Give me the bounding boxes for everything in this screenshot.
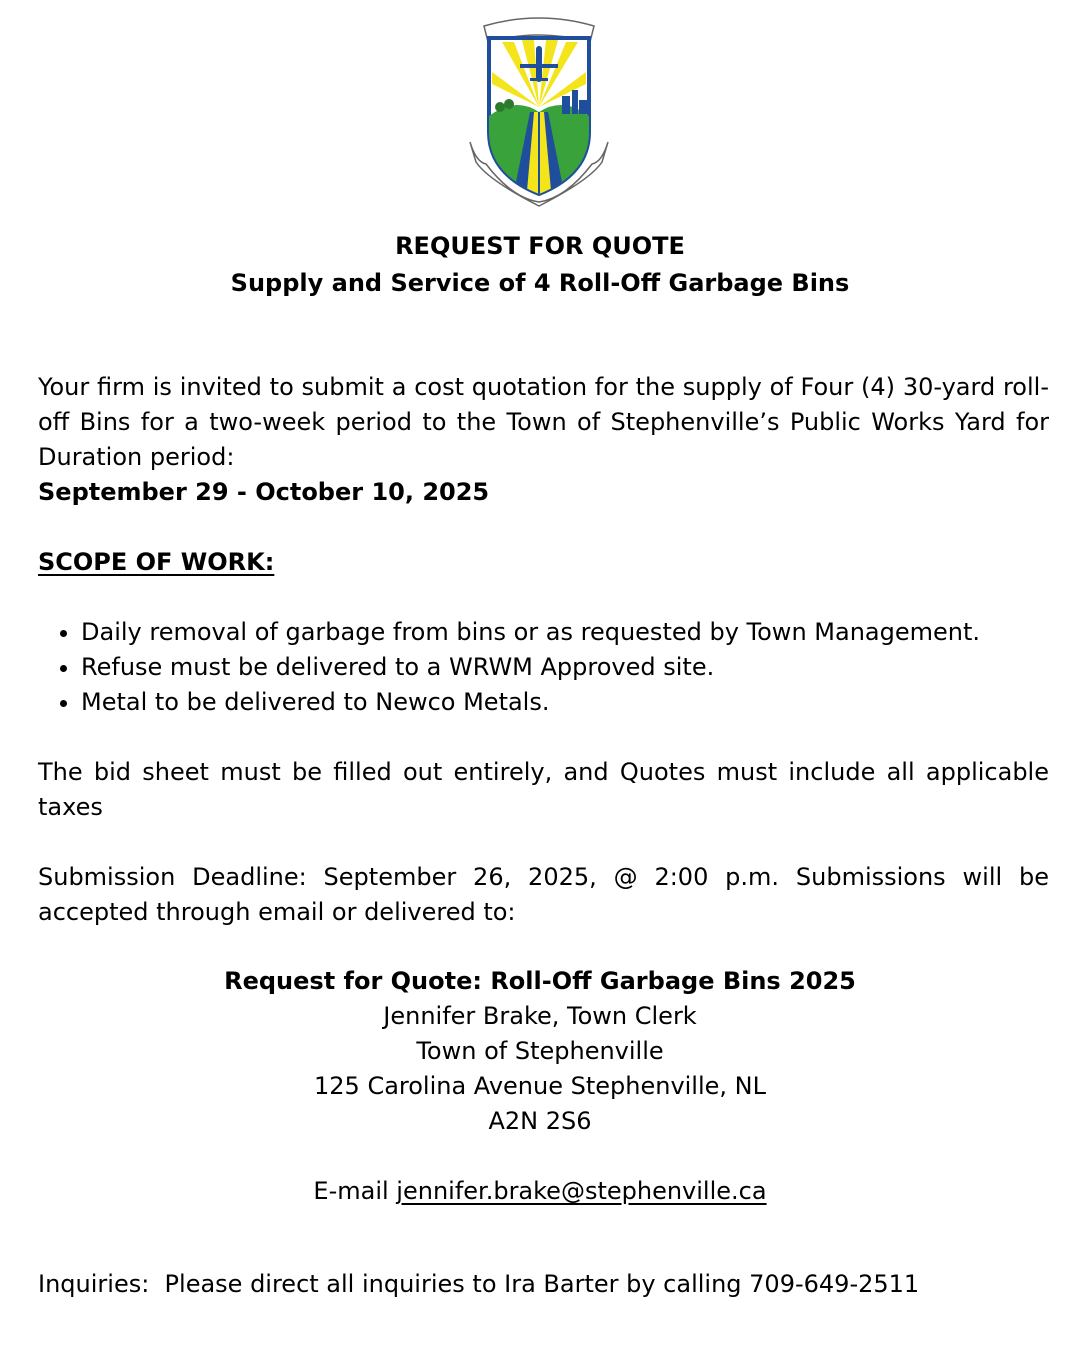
bid-sheet-note: The bid sheet must be filled out entirely, and Quotes must include all applicable taxes — [38, 758, 1049, 821]
email-line — [0, 1174, 1080, 1209]
list-item: • Refuse must be delivered to a WRWM Approved site. — [81, 650, 1049, 685]
submission-deadline: Submission Deadline: September 26, 2025, @ 2:00 p.m. Submissions will be accepted through email or delivered to: — [38, 863, 1049, 926]
address-line-contact: Jennifer Brake, Town Clerk — [383, 1002, 697, 1030]
address-heading: Request for Quote: Roll-Off Garbage Bins 2025 — [224, 967, 856, 995]
scope-heading: SCOPE OF WORK: — [38, 548, 275, 576]
address-line-organization: Town of Stephenville — [416, 1037, 664, 1065]
scope-list — [38, 615, 1049, 720]
page-title: REQUEST FOR QUOTE — [395, 232, 685, 260]
email-link[interactable]: jennifer.brake@stephenville.ca — [396, 1177, 767, 1205]
page-subtitle: Supply and Service of 4 Roll-Off Garbage Bins — [230, 269, 850, 297]
document-body — [38, 370, 1049, 930]
crest-emblem — [462, 12, 616, 208]
submission-address — [0, 964, 1080, 1209]
town-crest-logo — [462, 12, 616, 208]
address-line-street: 125 Carolina Avenue Stephenville, NL — [314, 1072, 766, 1100]
list-item: • Daily removal of garbage from bins or as requested by Town Management. — [81, 615, 1049, 650]
list-item: • Metal to be delivered to Newco Metals. — [81, 685, 1049, 720]
inquiries-line: Inquiries: Please direct all inquiries to Ira Barter by calling 709-649-2511 — [38, 1270, 920, 1298]
service-dates: September 29 - October 10, 2025 — [38, 478, 490, 506]
document-header — [0, 228, 1080, 302]
email-label: E-mail — [313, 1177, 397, 1205]
intro-paragraph: Your firm is invited to submit a cost quotation for the supply of Four (4) 30-yard roll-off Bins for a two-week period to the Town of Stephenville’s Public Works Yard for Duration period: — [38, 373, 1049, 471]
address-line-postal: A2N 2S6 — [488, 1107, 592, 1135]
